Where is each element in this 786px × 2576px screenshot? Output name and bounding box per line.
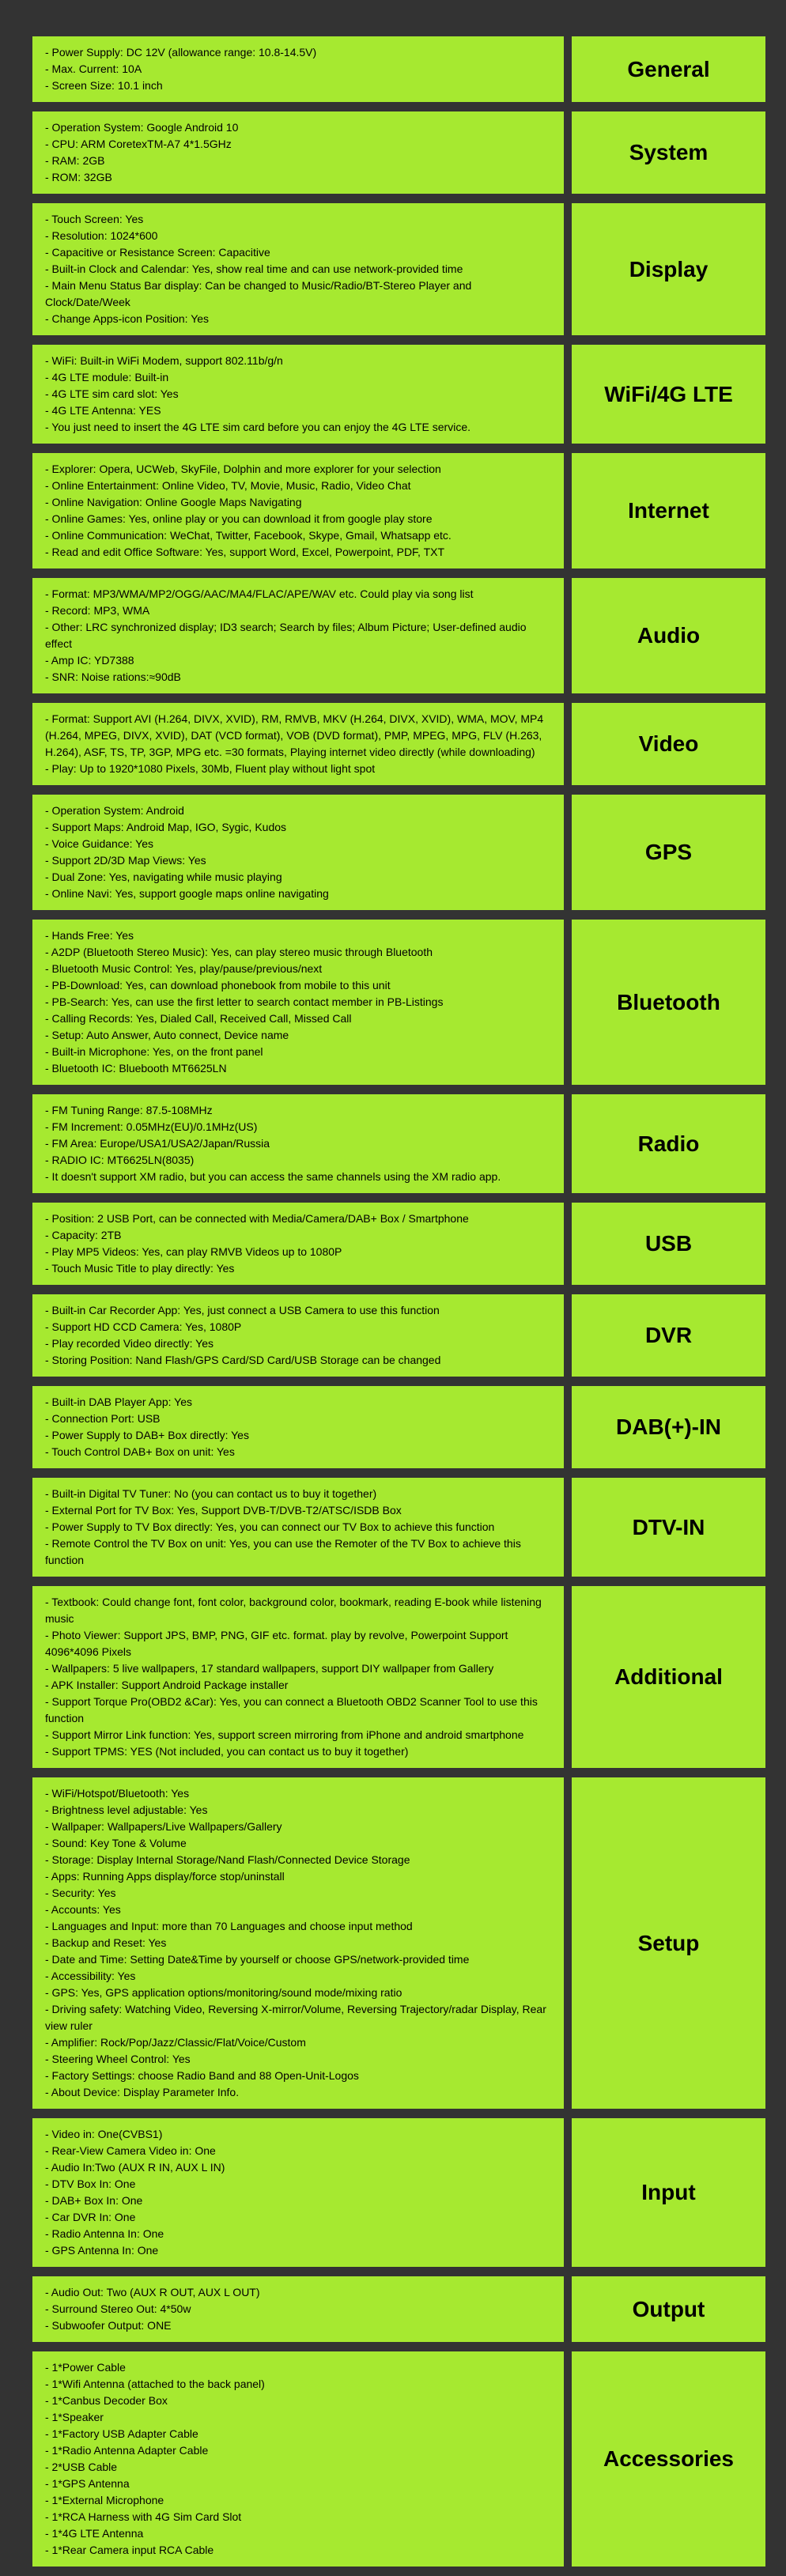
- spec-details-output: [32, 2276, 564, 2342]
- spec-item: - Apps: Running Apps display/force stop/uninstall: [45, 1870, 285, 1883]
- spec-item: - Remote Control the TV Box on unit: Yes, you can use the Remoter of the TV Box to achieve this function: [45, 1537, 521, 1566]
- spec-item: - Support Maps: Android Map, IGO, Sygic, Kudos: [45, 821, 287, 833]
- spec-item: - Power Supply: DC 12V (allowance range: 10.8-14.5V): [45, 46, 317, 59]
- spec-item: - Screen Size: 10.1 inch: [45, 79, 163, 92]
- section-title: DTV-IN: [632, 1514, 705, 1539]
- spec-item: - Voice Guidance: Yes: [45, 837, 153, 850]
- spec-row-usb: [32, 1203, 765, 1285]
- spec-item: - Online Navi: Yes, support google maps online navigating: [45, 887, 329, 900]
- spec-list: [45, 711, 551, 777]
- spec-list: [45, 1302, 440, 1369]
- spec-item: - 1*Power Cable: [45, 2361, 126, 2374]
- spec-details-dtv-in: [32, 1478, 564, 1577]
- spec-item: - Capacitive or Resistance Screen: Capacitive: [45, 246, 270, 259]
- spec-label-gps: [572, 795, 765, 910]
- spec-item: - Play: Up to 1920*1080 Pixels, 30Mb, Fluent play without light spot: [45, 762, 376, 775]
- spec-item: - 1*Factory USB Adapter Cable: [45, 2427, 198, 2440]
- spec-item: - Security: Yes: [45, 1887, 116, 1899]
- section-title: USB: [644, 1231, 693, 1256]
- spec-details-input: [32, 2118, 564, 2267]
- spec-item: - Touch Control DAB+ Box on unit: Yes: [45, 1445, 235, 1458]
- spec-item: - Accounts: Yes: [45, 1903, 121, 1916]
- spec-item: - Play recorded Video directly: Yes: [45, 1337, 214, 1350]
- section-title: DAB(+)-IN: [616, 1415, 721, 1439]
- spec-label-wifi-4g-lte: [572, 345, 765, 444]
- spec-row-wifi-4g-lte: [32, 345, 765, 444]
- spec-details-additional: [32, 1586, 564, 1768]
- spec-item: - 4G LTE Antenna: YES: [45, 404, 161, 417]
- spec-row-accessories: [32, 2351, 765, 2567]
- spec-item: - Format: MP3/WMA/MP2/OGG/AAC/MA4/FLAC/APE/WAV etc. Could play via song list: [45, 587, 474, 600]
- spec-item: - Accessibility: Yes: [45, 1970, 136, 1982]
- spec-label-display: [572, 203, 765, 335]
- spec-row-system: [32, 111, 765, 194]
- spec-item: - Touch Music Title to play directly: Yes: [45, 1262, 235, 1275]
- spec-item: - Backup and Reset: Yes: [45, 1936, 167, 1949]
- spec-item: - Car DVR In: One: [45, 2211, 136, 2223]
- spec-list: [45, 1486, 551, 1569]
- section-title: General: [627, 56, 710, 81]
- spec-item: - Sound: Key Tone & Volume: [45, 1837, 187, 1849]
- spec-item: - Touch Screen: Yes: [45, 213, 144, 225]
- spec-item: - Amp IC: YD7388: [45, 654, 134, 667]
- spec-list: [45, 927, 443, 1077]
- spec-item: - 1*4G LTE Antenna: [45, 2527, 144, 2540]
- spec-item: - Date and Time: Setting Date&Time by yourself or choose GPS/network-provided time: [45, 1953, 470, 1966]
- section-title: Setup: [637, 1930, 700, 1955]
- section-title: DVR: [644, 1323, 693, 1347]
- spec-item: - Hands Free: Yes: [45, 929, 134, 942]
- spec-item: - Operation System: Google Android 10: [45, 121, 239, 134]
- spec-row-dtv-in: [32, 1478, 765, 1577]
- spec-item: - Amplifier: Rock/Pop/Jazz/Classic/Flat/Voice/Custom: [45, 2036, 306, 2049]
- spec-item: - Support 2D/3D Map Views: Yes: [45, 854, 206, 867]
- spec-row-input: [32, 2118, 765, 2267]
- spec-item: - Support TPMS: YES (Not included, you can contact us to buy it together): [45, 1745, 409, 1758]
- spec-item: - GPS Antenna In: One: [45, 2244, 159, 2257]
- spec-item: - Connection Port: USB: [45, 1412, 161, 1425]
- section-title: Video: [638, 731, 699, 756]
- section-title: Output: [632, 2296, 705, 2321]
- spec-list: [45, 461, 452, 561]
- spec-row-bluetooth: [32, 920, 765, 1085]
- spec-item: - Steering Wheel Control: Yes: [45, 2053, 191, 2065]
- spec-item: - FM Tuning Range: 87.5-108MHz: [45, 1104, 213, 1116]
- spec-row-dab-in: [32, 1386, 765, 1468]
- spec-item: - Operation System: Android: [45, 804, 184, 817]
- spec-item: - Wallpapers: 5 live wallpapers, 17 standard wallpapers, support DIY wallpaper from Gallery: [45, 1662, 494, 1675]
- spec-item: - Explorer: Opera, UCWeb, SkyFile, Dolphin and more explorer for your selection: [45, 463, 441, 475]
- spec-item: - Play MP5 Videos: Yes, can play RMVB Videos up to 1080P: [45, 1245, 342, 1258]
- section-title: Internet: [628, 498, 709, 523]
- spec-list: [45, 211, 551, 327]
- spec-item: - SNR: Noise rations:≈90dB: [45, 670, 181, 683]
- spec-item: - 4G LTE module: Built-in: [45, 371, 169, 383]
- spec-item: - RADIO IC: MT6625LN(8035): [45, 1154, 195, 1166]
- spec-list: [45, 1102, 501, 1185]
- spec-label-radio: [572, 1094, 765, 1193]
- spec-label-dvr: [572, 1294, 765, 1377]
- spec-list: [45, 1394, 249, 1460]
- spec-details-display: [32, 203, 564, 335]
- spec-item: - 1*Rear Camera input RCA Cable: [45, 2544, 214, 2556]
- spec-item: - Rear-View Camera Video in: One: [45, 2144, 216, 2157]
- spec-item: - Built-in Microphone: Yes, on the front panel: [45, 1045, 263, 1058]
- spec-item: - 2*USB Cable: [45, 2461, 118, 2473]
- spec-item: - 1*Canbus Decoder Box: [45, 2394, 168, 2407]
- spec-details-general: [32, 36, 564, 102]
- spec-item: - Calling Records: Yes, Dialed Call, Received Call, Missed Call: [45, 1012, 352, 1025]
- spec-item: - Power Supply to TV Box directly: Yes, you can connect our TV Box to achieve this function: [45, 1520, 495, 1533]
- spec-item: - Brightness level adjustable: Yes: [45, 1804, 208, 1816]
- spec-details-video: [32, 703, 564, 785]
- spec-item: - Bluetooth IC: Bluebooth MT6625LN: [45, 1062, 227, 1075]
- spec-item: - About Device: Display Parameter Info.: [45, 2086, 240, 2098]
- spec-label-bluetooth: [572, 920, 765, 1085]
- spec-item: - RAM: 2GB: [45, 154, 105, 167]
- spec-details-internet: [32, 453, 564, 568]
- spec-row-display: [32, 203, 765, 335]
- spec-item: - Other: LRC synchronized display; ID3 search; Search by files; Album Picture; User-defined audio effect: [45, 621, 527, 650]
- spec-list: [45, 2126, 225, 2259]
- spec-label-audio: [572, 578, 765, 693]
- spec-item: - FM Area: Europe/USA1/USA2/Japan/Russia: [45, 1137, 270, 1150]
- section-title: Radio: [637, 1131, 700, 1156]
- section-title: Accessories: [603, 2446, 734, 2471]
- spec-label-output: [572, 2276, 765, 2342]
- spec-item: - Change Apps-icon Position: Yes: [45, 312, 210, 325]
- spec-item: - 4G LTE sim card slot: Yes: [45, 387, 179, 400]
- spec-item: - Audio Out: Two (AUX R OUT, AUX L OUT): [45, 2286, 260, 2298]
- spec-details-usb: [32, 1203, 564, 1285]
- spec-item: - GPS: Yes, GPS application options/monitoring/sound mode/mixing ratio: [45, 1986, 402, 1999]
- spec-details-radio: [32, 1094, 564, 1193]
- spec-row-internet: [32, 453, 765, 568]
- spec-label-system: [572, 111, 765, 194]
- spec-label-video: [572, 703, 765, 785]
- spec-item: - Read and edit Office Software: Yes, support Word, Excel, Powerpoint, PDF, TXT: [45, 546, 445, 558]
- spec-item: - Built-in DAB Player App: Yes: [45, 1396, 192, 1408]
- spec-item: - Storage: Display Internal Storage/Nand Flash/Connected Device Storage: [45, 1853, 410, 1866]
- spec-item: - Wallpaper: Wallpapers/Live Wallpapers/Gallery: [45, 1820, 282, 1833]
- spec-label-general: [572, 36, 765, 102]
- spec-item: - Factory Settings: choose Radio Band and 88 Open-Unit-Logos: [45, 2069, 359, 2082]
- spec-item: - DTV Box In: One: [45, 2178, 136, 2190]
- spec-item: - Record: MP3, WMA: [45, 604, 150, 617]
- spec-item: - 1*Radio Antenna Adapter Cable: [45, 2444, 209, 2457]
- spec-item: - Languages and Input: more than 70 Languages and choose input method: [45, 1920, 413, 1932]
- spec-label-usb: [572, 1203, 765, 1285]
- spec-row-general: [32, 36, 765, 102]
- spec-details-bluetooth: [32, 920, 564, 1085]
- spec-list: [45, 1594, 551, 1760]
- spec-item: - Dual Zone: Yes, navigating while music playing: [45, 871, 282, 883]
- spec-item: - 1*External Microphone: [45, 2494, 164, 2506]
- spec-item: - Subwoofer Output: ONE: [45, 2319, 172, 2332]
- spec-label-additional: [572, 1586, 765, 1768]
- spec-details-setup: [32, 1777, 564, 2109]
- section-title: GPS: [644, 840, 693, 864]
- section-title: Bluetooth: [617, 989, 720, 1014]
- spec-row-setup: [32, 1777, 765, 2109]
- spec-item: - You just need to insert the 4G LTE sim card before you can enjoy the 4G LTE service.: [45, 421, 470, 433]
- spec-row-radio: [32, 1094, 765, 1193]
- spec-item: - Video in: One(CVBS1): [45, 2128, 163, 2140]
- spec-item: - 1*RCA Harness with 4G Sim Card Slot: [45, 2510, 242, 2523]
- spec-row-additional: [32, 1586, 765, 1768]
- spec-item: - Online Entertainment: Online Video, TV, Movie, Music, Radio, Video Chat: [45, 479, 411, 492]
- spec-item: - Support Mirror Link function: Yes, support screen mirroring from iPhone and android smartphone: [45, 1728, 524, 1741]
- spec-details-system: [32, 111, 564, 194]
- spec-item: - Online Games: Yes, online play or you can download it from google play store: [45, 512, 433, 525]
- section-title: Additional: [614, 1664, 723, 1689]
- spec-item: - Support Torque Pro(OBD2 &Car): Yes, you can connect a Bluetooth OBD2 Scanner Tool to use this function: [45, 1695, 538, 1724]
- spec-item: - WiFi: Built-in WiFi Modem, support 802.11b/g/n: [45, 354, 283, 367]
- spec-item: - CPU: ARM CoretexTM-A7 4*1.5GHz: [45, 138, 232, 150]
- spec-list: [45, 119, 238, 186]
- spec-label-dab-in: [572, 1386, 765, 1468]
- spec-item: - Built-in Digital TV Tuner: No (you can contact us to buy it together): [45, 1487, 377, 1500]
- spec-item: - 1*GPS Antenna: [45, 2477, 130, 2490]
- spec-table: [32, 36, 765, 2576]
- spec-details-dvr: [32, 1294, 564, 1377]
- spec-item: - Audio In:Two (AUX R IN, AUX L IN): [45, 2161, 225, 2174]
- spec-item: - External Port for TV Box: Yes, Support DVB-T/DVB-T2/ATSC/ISDB Box: [45, 1504, 402, 1517]
- spec-row-dvr: [32, 1294, 765, 1377]
- section-title: Display: [629, 256, 709, 281]
- section-title: Audio: [637, 623, 701, 648]
- spec-details-dab-in: [32, 1386, 564, 1468]
- spec-list: [45, 803, 329, 902]
- spec-item: - Format: Support AVI (H.264, DIVX, XVID), RM, RMVB, MKV (H.264, DIVX, XVID), WMA, MOV, MP4 (H.264, MPEG, DIVX, XVID), DAT (VCD format), VOB (DVD format), PMP, MPEG, MPG, FLV (H.263, H.264), ASF, TS, TP, 3GP, MPG etc. =30 formats, Playing internet video directly (while downloading): [45, 712, 544, 758]
- section-title: System: [629, 140, 709, 164]
- section-title: Input: [641, 2180, 696, 2204]
- spec-list: [45, 353, 470, 436]
- spec-item: - Resolution: 1024*600: [45, 229, 158, 242]
- spec-details-audio: [32, 578, 564, 693]
- spec-item: - Capacity: 2TB: [45, 1229, 122, 1241]
- spec-item: - Online Navigation: Online Google Maps Navigating: [45, 496, 302, 508]
- spec-list: [45, 2284, 260, 2334]
- spec-item: - Storing Position: Nand Flash/GPS Card/SD Card/USB Storage can be changed: [45, 1354, 441, 1366]
- spec-label-internet: [572, 453, 765, 568]
- spec-row-output: [32, 2276, 765, 2342]
- spec-item: - Setup: Auto Answer, Auto connect, Device name: [45, 1029, 289, 1041]
- spec-item: - WiFi/Hotspot/Bluetooth: Yes: [45, 1787, 190, 1800]
- section-title: WiFi/4G LTE: [604, 381, 733, 406]
- spec-row-audio: [32, 578, 765, 693]
- spec-item: - Online Communication: WeChat, Twitter, Facebook, Skype, Gmail, Whatsapp etc.: [45, 529, 452, 542]
- spec-row-gps: [32, 795, 765, 910]
- spec-list: [45, 2359, 265, 2559]
- spec-label-input: [572, 2118, 765, 2267]
- spec-label-setup: [572, 1777, 765, 2109]
- spec-item: - A2DP (Bluetooth Stereo Music): Yes, can play stereo music through Bluetooth: [45, 946, 433, 958]
- spec-list: [45, 44, 316, 94]
- spec-item: - DAB+ Box In: One: [45, 2194, 143, 2207]
- spec-list: [45, 586, 551, 686]
- spec-item: - 1*Speaker: [45, 2411, 104, 2423]
- spec-item: - FM Increment: 0.05MHz(EU)/0.1MHz(US): [45, 1120, 258, 1133]
- spec-label-dtv-in: [572, 1478, 765, 1577]
- spec-item: - APK Installer: Support Android Package installer: [45, 1679, 289, 1691]
- spec-label-accessories: [572, 2351, 765, 2567]
- spec-item: - Built-in Clock and Calendar: Yes, show real time and can use network-provided time: [45, 263, 463, 275]
- spec-item: - 1*Wifi Antenna (attached to the back panel): [45, 2378, 265, 2390]
- spec-item: - Bluetooth Music Control: Yes, play/pause/previous/next: [45, 962, 323, 975]
- spec-item: - Driving safety: Watching Video, Reversing X-mirror/Volume, Reversing Trajectory/radar Display, Rear view ruler: [45, 2003, 546, 2032]
- spec-item: - Support HD CCD Camera: Yes, 1080P: [45, 1320, 242, 1333]
- spec-list: [45, 1785, 551, 2101]
- spec-item: - Position: 2 USB Port, can be connected with Media/Camera/DAB+ Box / Smartphone: [45, 1212, 469, 1225]
- spec-item: - Built-in Car Recorder App: Yes, just connect a USB Camera to use this function: [45, 1304, 440, 1316]
- spec-details-accessories: [32, 2351, 564, 2567]
- spec-item: - Photo Viewer: Support JPS, BMP, PNG, GIF etc. format. play by revolve, Powerpoint Support 4096*4096 Pixels: [45, 1629, 508, 1658]
- spec-item: - Radio Antenna In: One: [45, 2227, 164, 2240]
- spec-list: [45, 1211, 469, 1277]
- spec-item: - PB-Download: Yes, can download phonebook from mobile to this unit: [45, 979, 391, 991]
- spec-item: - It doesn't support XM radio, but you can access the same channels using the XM radio app.: [45, 1170, 501, 1183]
- spec-details-wifi-4g-lte: [32, 345, 564, 444]
- spec-item: - Power Supply to DAB+ Box directly: Yes: [45, 1429, 249, 1441]
- spec-item: - Main Menu Status Bar display: Can be changed to Music/Radio/BT-Stereo Player and Clock/Date/Week: [45, 279, 472, 308]
- spec-item: - Surround Stereo Out: 4*50w: [45, 2302, 191, 2315]
- spec-details-gps: [32, 795, 564, 910]
- spec-item: - ROM: 32GB: [45, 171, 112, 183]
- spec-item: - PB-Search: Yes, can use the first letter to search contact member in PB-Listings: [45, 995, 444, 1008]
- spec-item: - Max. Current: 10A: [45, 62, 142, 75]
- spec-row-video: [32, 703, 765, 785]
- spec-item: - Textbook: Could change font, font color, background color, bookmark, reading E-book while listening music: [45, 1596, 542, 1625]
